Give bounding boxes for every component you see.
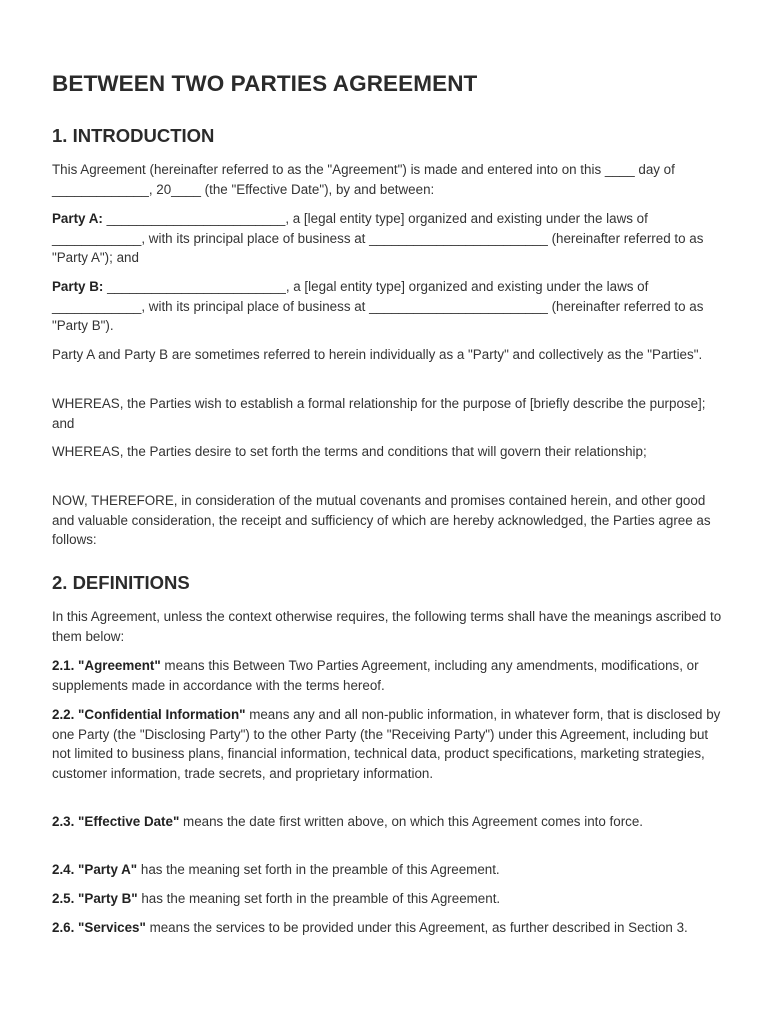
whereas-1-paragraph: WHEREAS, the Parties wish to establish a formal relationship for the purpose of [briefly describe the purpose]; and: [52, 396, 706, 431]
definition-2-3: [52, 812, 722, 832]
intro-paragraph: This Agreement (hereinafter referred to as the "Agreement") is made and entered into on this ____ day of _____________, 20____ (the "Effective Date"), by and between:: [52, 162, 675, 197]
section-1-heading: 1. INTRODUCTION: [52, 125, 215, 146]
definition-term: 2.4. "Party A": [52, 862, 138, 877]
definitions-intro: In this Agreement, unless the context otherwise requires, the following terms shall have the meanings ascribed to them below:: [52, 609, 722, 644]
definition-term: 2.2. "Confidential Information": [52, 707, 246, 722]
party-b-paragraph: [52, 277, 722, 336]
definition-2-6: [52, 918, 722, 938]
whereas-2-paragraph: WHEREAS, the Parties desire to set forth the terms and conditions that will govern their relationship;: [52, 444, 647, 459]
definition-term: 2.5. "Party B": [52, 891, 138, 906]
party-a-text: ________________________, a [legal entity type] organized and existing under the laws of ____________, with its principal place of business at ________________________ (hereinafter referred to as "Party A"); and: [52, 211, 704, 266]
definition-term: 2.6. "Services": [52, 920, 146, 935]
definition-text: means the date first written above, on which this Agreement comes into force.: [179, 814, 644, 829]
party-b-label: Party B:: [52, 279, 104, 294]
parties-paragraph: Party A and Party B are sometimes referred to herein individually as a "Party" and collectively as the "Parties".: [52, 347, 703, 362]
party-b-text: ________________________, a [legal entity type] organized and existing under the laws of ____________, with its principal place of business at ________________________ (hereinafter referred to as "Party B").: [52, 279, 704, 334]
definition-text: means any and all non-public information, in whatever form, that is disclosed by one Party (the "Disclosing Party") to the other Party (the "Receiving Party") under this Agreement, including but not limited to business plans, financial information, technical data, product specifications, marketing strategies, customer information, trade secrets, and proprietary information.: [52, 707, 721, 781]
definition-text: means the services to be provided under this Agreement, as further described in Section 3.: [145, 920, 688, 935]
document-title: BETWEEN TWO PARTIES AGREEMENT: [52, 71, 478, 96]
definition-2-4: [52, 860, 722, 880]
definition-term: 2.1. "Agreement": [52, 658, 161, 673]
definition-2-5: [52, 889, 722, 909]
definition-2-2: [52, 705, 722, 783]
section-2-heading: 2. DEFINITIONS: [52, 572, 190, 593]
definition-text: has the meaning set forth in the preamble of this Agreement.: [137, 891, 501, 906]
definition-text: means this Between Two Parties Agreement, including any amendments, modifications, or supplements made in accordance with the terms hereof.: [52, 658, 699, 693]
party-a-paragraph: [52, 209, 722, 268]
definition-text: has the meaning set forth in the preamble of this Agreement.: [137, 862, 500, 877]
party-a-label: Party A:: [52, 211, 103, 226]
definition-term: 2.3. "Effective Date": [52, 814, 180, 829]
definition-2-1: [52, 656, 722, 695]
now-therefore-paragraph: NOW, THEREFORE, in consideration of the mutual covenants and promises contained herein, and other good and valuable consideration, the receipt and sufficiency of which are hereby acknowledged, the Parties agree as follows:: [52, 493, 711, 548]
